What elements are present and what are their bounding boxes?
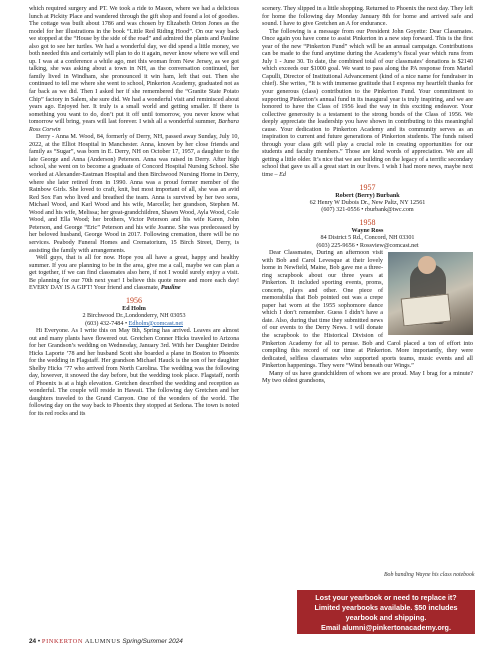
paragraph — [262, 29, 473, 180]
signature: Barbara Ross Corwin — [29, 119, 239, 133]
correspondent-phone-email: (603) 225-9656 • Rossview@comcast.net — [316, 242, 419, 249]
class-contact — [29, 306, 239, 328]
paragraph-text: The following is a message from our President John Goyette: Dear Classmates. Once again you have come to assist Pinkerton in a new step forward. This is the first year of the new “Pinkerton Fund” which will be an annual campaign. Contributions can be made to the fund anytime during the Academy’s fiscal year which runs from July 1 - June 30. To date, the combined total of our classmates’ donations is $2140 which exceeds our $1000 goal. We want to pass along the PA response from Mariel Capulli, Director of Institutional Advancement (kind of a nice name for fundraiser in chief). She writes, “It is with immense gratitude that I express my heartfelt thanks for your generous (class) contribution to the Pinkerton Fund. Your commitment to supporting Pinkerton’s annual fund in its inaugural year is truly inspiring, and we are honored to have the Class of 1956 lead the way in this exciting endeavor. Your collective generosity is a testament to the strong bonds of the Class of 1956. We deeply appreciate the leadership you have shown in contributing to this meaningful cause. Your dedication to Pinkerton Academy and its community serves as an inspiration to current and future generations of Pinkerton students. The funds raised through your class gift will play a crucial role in creating opportunities for our students and faculty members.” Those are kind words of appreciation. We are all getting a little older. It’s nice that we are building on the legacy of a terrific secondary school that gave us all a great start in our lives. I wish I had more news, maybe next time – — [262, 28, 473, 179]
publication-name-suffix: ALUMNUS — [84, 638, 121, 645]
correspondent-name: Robert (Berry) Burbank — [335, 192, 400, 199]
page-footer — [29, 637, 183, 646]
paragraph: Many of us have grandchildren of whom we are proud. May I brag for a minute? My two oldest grandsons, — [262, 370, 473, 385]
paragraph-text: Well guys, that is all for now. Hope you all have a great, happy and healthy summer. If you are planning to be in the area, give me a call, maybe we can plan a get together, if we can find classmates also here, if not I would surely enjoy a visit. Be planning for our 70th next year! I believe this quote more and more each day! EVERY DAY IS A GIFT! Your friend and classmate, — [29, 255, 239, 292]
correspondent-address: 84 District 5 Rd., Concord, NH 03301 — [320, 235, 415, 242]
issue-season: Spring/Summer 2024 — [122, 638, 183, 645]
paragraph — [262, 250, 473, 371]
promo-line: yearbook and shipping. — [345, 613, 427, 622]
scrapbook-photo — [388, 252, 473, 335]
class-year-heading: 1957 — [359, 182, 376, 192]
obituary-paragraph: Derry - Anna M. Wood, 84, formerly of Derry, NH, passed away Sunday, July 10, 2022, at the Elliot Hospital in Manchester. Anna, known by her close friends and family as “Sugar”, was born in E. Derry, NH on October 17, 1957, a daughter to the late George and Anna (Anderson) Peterson. Anna was raised in Derry. After high school, she went on to become a graduate of Concord Hospital Nursing School. She worked at Alexander-Eastman Hospital and then Birchwood Nursing Home in Derry, where she later retired from in 1990. Anna was a proud former member of the Rainbow Girls. She loved to craft, knit, but most important of all, she was an avid Red Sox Fan who lived and breathed the team. Anna is survived by her two sons, Michael Wood, and Karl Wood and his wife, Marcelle; her grandson, Stephen M. Wood and his wife, Melissa; her great-grandchildren, Shawn Wood, Ayla Wood, Cole Wood, and Ella Wood; her brothers, Victor Peterson and his wife Karen, John Peterson, and George “Eric” Peterson and his wife Joanne. She was predeceased by her beloved husband, George Wood in 2017. Following cremation, there will be no services. Peabody Funeral Homes and Crematorium, 15 Birch Street, Derry, is assisting the family with arrangements. — [29, 134, 239, 254]
paragraph-text: which required surgery and PT. We took a ride to Mason, where we had a delicious lunch at Pickity Place and wandered through the gift shop and found a lot of goodies. The cottage was built about 1786 and was chosen by Elizabeth Orton Jones as the model for her illustrations in the book “Little Red Riding Hood”. On our way back we stopped at the “House by the side of the road” and admired the plants and Pauline also got to see her turtles. We had a wonderful day, we did spend a little money, we both needed this and certainly will plan to do it again, never know where we will end up. I was at a conference a while ago, met this woman from New Jersey, as we got talking, she was asking about a town in NH, as the conversation continued, her family lived in Windham, she pronounced it win ham, left that out. Then she continued to tell me where she went to school, Pinkerton Academy, graduated not as far back as we did. Then I asked her if she remembered the “Granite State Potato Chip” factory in Salem, she sure did. We had a wonderful visit and reminisced about years ago. Enjoyed her. It truly is a small world and getting smaller. If there is something you want to do, don’t put it off until tomorrow, you never know what tomorrow will bring, years will last forever. I wish all a wonderful summer, — [29, 6, 239, 126]
promo-email-link[interactable]: Email alumni@pinkertonacademy.org. — [321, 623, 451, 632]
page-number: 24 — [29, 638, 37, 645]
signature: Pauline — [160, 285, 181, 292]
promo-line: Lost your yearbook or need to replace it? — [315, 593, 457, 602]
correspondent-phone-email: (603) 432-7484 • Edholm@comcast.net — [85, 320, 183, 327]
email-link[interactable]: Edholm@comcast.net — [128, 320, 183, 327]
yearbook-promo-banner — [297, 590, 475, 634]
paragraph-text: Dear Classmates, During an afternoon visit with Bob and Carol Levesque at their lovely home in Newfield, Maine, Bob gave me a three-ring scrapbook about our three years at Pinkerton. It included sporting events, proms, concerts, plays and other. One piece of memorabilia that Bob pointed out was a crepe paper hat worn at the 1955 sophomore dance which I don’t remember. Guess I didn’t have a date. Also, during that time they submitted news of our events to the Derry News. I will donate the scrapbook to the Historical Division of Pinkerton Academy for all to peruse. Bob and Carol placed a ton of effort into compiling this record of our time at Pinkerton. More importantly, they were dedicated, selfless classmates who supported sports teams, music events and all Pinkerton happenings. They were “Wind beneath our Wings.” — [262, 250, 473, 370]
text-with-photo — [262, 250, 473, 386]
publication-name: PINKERTON — [41, 638, 84, 645]
paragraph: scenery. They slipped in a little shopping. Returned to Phoenix the next day. They left for home the following day Monday January 8th for home and arrived safe and sound. I have to give Gretchen an A for endurance. — [262, 6, 473, 28]
footer-separator: • — [37, 638, 41, 645]
correspondent-phone-email: (607) 321-0556 • rburbank@twc.com — [321, 207, 414, 214]
class-year-heading: 1956 — [126, 295, 142, 305]
right-column — [262, 6, 473, 386]
paragraph — [29, 6, 239, 134]
correspondent-name: Wayne Ross — [351, 227, 384, 234]
left-column — [29, 6, 239, 419]
person-head — [418, 256, 436, 274]
paragraph — [29, 255, 239, 293]
class-news-paragraph: Hi Everyone. As I write this on May 8th, Spring has arrived. Leaves are almost out and many plants have flowered out. Gretchen Conner Hicks traveled to Arizona for her Grandson’s wedding on Wednesday, January 3rd. With her Daughter Deirdre Hicks Laporte ’78 and her husband Scott she boarded a plane in Boston to Phoenix for the wedding in Flagstaff. Her grandson Michael Hauck is the son of her daughter Shelby Hicks ’77 who arrived from North Carolina. The wedding was the following day, however, it snowed the day before, but the wedding took place. Flagstaff, north of Phoenix is at a high elevation. Gretchen described the wedding and reception as wonderful. The couple will reside in Hawaii. The following day Gretchen and her daughters traveled to the Grand Canyon. One of the wonders of the world. The following day on the way back to Phoenix they stopped at Sedona. The town is noted for its red rocks and its — [29, 328, 239, 418]
correspondent-address: 62 Henry W Dubois Dr., New Paltz, NY 12561 — [309, 199, 426, 206]
photo-caption: Bob handing Wayne his class notebook — [384, 572, 475, 578]
class-contact — [262, 228, 473, 250]
class-contact — [262, 193, 473, 215]
promo-line: Limited yearbooks available. $50 includes — [314, 603, 458, 612]
signature: Ed — [279, 172, 286, 179]
scrapbook-image — [401, 294, 452, 327]
class-year-heading: 1958 — [359, 217, 376, 227]
correspondent-address: 2 Birchwood Dr.,Londonderry, NH 03053 — [82, 313, 186, 320]
correspondent-name: Ed Holm — [122, 305, 146, 312]
